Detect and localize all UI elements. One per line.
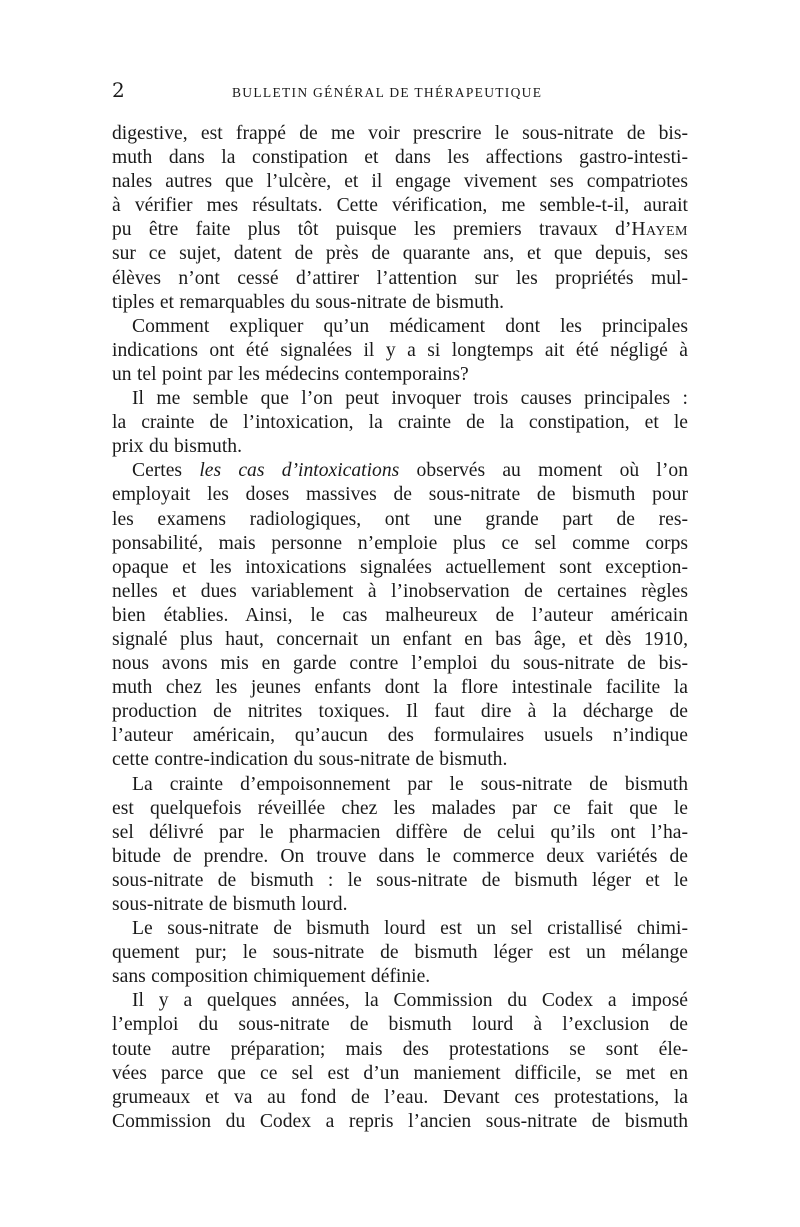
text-line: nales autres que l’ulcère, et il engage vivement ses compatriotes (112, 171, 688, 193)
text-line: signalé plus haut, concernait un enfant en bas âge, et dès 1910, (112, 628, 688, 650)
text-line: quement pur; le sous-nitrate de bismuth léger est un mélange (112, 942, 688, 964)
text-line: nelles et dues variablement à l’inobservation de certaines règles (112, 580, 688, 602)
italic-phrase: les cas d’intoxications (199, 460, 400, 482)
text-line: indications ont été signalées il y a si longtemps ait été négligé à (112, 339, 688, 361)
paragraph (112, 773, 688, 918)
text-line: bien établies. Ainsi, le cas malheureux de l’auteur américain (112, 604, 688, 626)
author-name: Hayem (631, 219, 688, 241)
text-line: muth dans la constipation et dans les affections gastro-intesti- (112, 147, 688, 169)
text-line: bitude de prendre. On trouve dans le commerce deux variétés de (112, 845, 688, 867)
text-line: muth chez les jeunes enfants dont la flore intestinale facilite la (112, 677, 688, 699)
text-line: sous-nitrate de bismuth : le sous-nitrate de bismuth léger et le (112, 869, 688, 891)
text-line: opaque et les intoxications signalées actuellement sont exception- (112, 556, 688, 578)
paragraph (112, 989, 688, 1134)
text-line: Le sous-nitrate de bismuth lourd est un sel cristallisé chimi- (132, 918, 688, 940)
text-line: sur ce sujet, datent de près de quarante ans, et que depuis, ses (112, 243, 688, 265)
text-line: cette contre-indication du sous-nitrate de bismuth. (112, 749, 508, 771)
text-line: nous avons mis en garde contre l’emploi du sous-nitrate de bis- (112, 653, 688, 675)
text-line: Commission du Codex a repris l’ancien sous-nitrate de bismuth (112, 1110, 688, 1132)
text-line: un tel point par les médecins contemporains? (112, 363, 469, 385)
paragraph (112, 315, 688, 387)
text-line: l’auteur américain, qu’aucun des formulaires usuels n’indique (112, 725, 688, 747)
text-line: grumeaux et va au fond de l’eau. Devant ces protestations, la (112, 1086, 688, 1108)
paragraph (112, 917, 688, 989)
paragraph (112, 122, 688, 315)
text-line: l’emploi du sous-nitrate de bismuth lourd à l’exclusion de (112, 1014, 688, 1036)
text-line: digestive, est frappé de me voir prescrire le sous-nitrate de bis- (112, 123, 688, 144)
text-line: La crainte d’empoisonnement par le sous-nitrate de bismuth (132, 773, 688, 795)
text-line: production de nitrites toxiques. Il faut dire à la décharge de (112, 701, 688, 723)
body-text (112, 122, 688, 1134)
text-line: prix du bismuth. (112, 436, 242, 458)
text-line: employait les doses massives de sous-nitrate de bismuth pour (112, 484, 688, 506)
text-line: toute autre préparation; mais des protestations se sont éle- (112, 1038, 688, 1060)
paragraph (112, 459, 688, 772)
text-line: les examens radiologiques, ont une grande part de res- (112, 508, 688, 530)
text-line: Comment expliquer qu’un médicament dont les principales (132, 315, 688, 337)
text-line: élèves n’ont cessé d’attirer l’attention sur les propriétés mul- (112, 267, 688, 289)
text-line: sel délivré par le pharmacien diffère de celui qu’ils ont l’ha- (112, 821, 688, 843)
running-header (112, 78, 688, 102)
text-line: Certes les cas d’intoxications observés au moment où l’on (132, 460, 688, 482)
text-line: à vérifier mes résultats. Cette vérification, me semble-t-il, aurait (112, 195, 688, 217)
page-number: 2 (112, 78, 125, 102)
text-line: ponsabilité, mais personne n’emploie plus ce sel comme corps (112, 532, 688, 554)
paragraph (112, 387, 688, 459)
text-line: Il y a quelques années, la Commission du Codex a imposé (132, 990, 688, 1012)
text-line: est quelquefois réveillée chez les malades par ce fait que le (112, 797, 688, 819)
text-line: pu être faite plus tôt puisque les premiers travaux d’Hayem (112, 219, 688, 241)
text-line: sous-nitrate de bismuth lourd. (112, 894, 348, 915)
text-line: tiples et remarquables du sous-nitrate de bismuth. (112, 291, 505, 313)
running-title: BULLETIN GÉNÉRAL DE THÉRAPEUTIQUE (232, 85, 543, 100)
text-line: Il me semble que l’on peut invoquer trois causes principales : (132, 388, 688, 410)
text-line: la crainte de l’intoxication, la crainte de la constipation, et le (112, 412, 688, 434)
text-line: vées parce que ce sel est d’un maniement difficile, se met en (112, 1062, 688, 1084)
text-line: sans composition chimiquement définie. (112, 966, 431, 988)
page (112, 78, 688, 1134)
